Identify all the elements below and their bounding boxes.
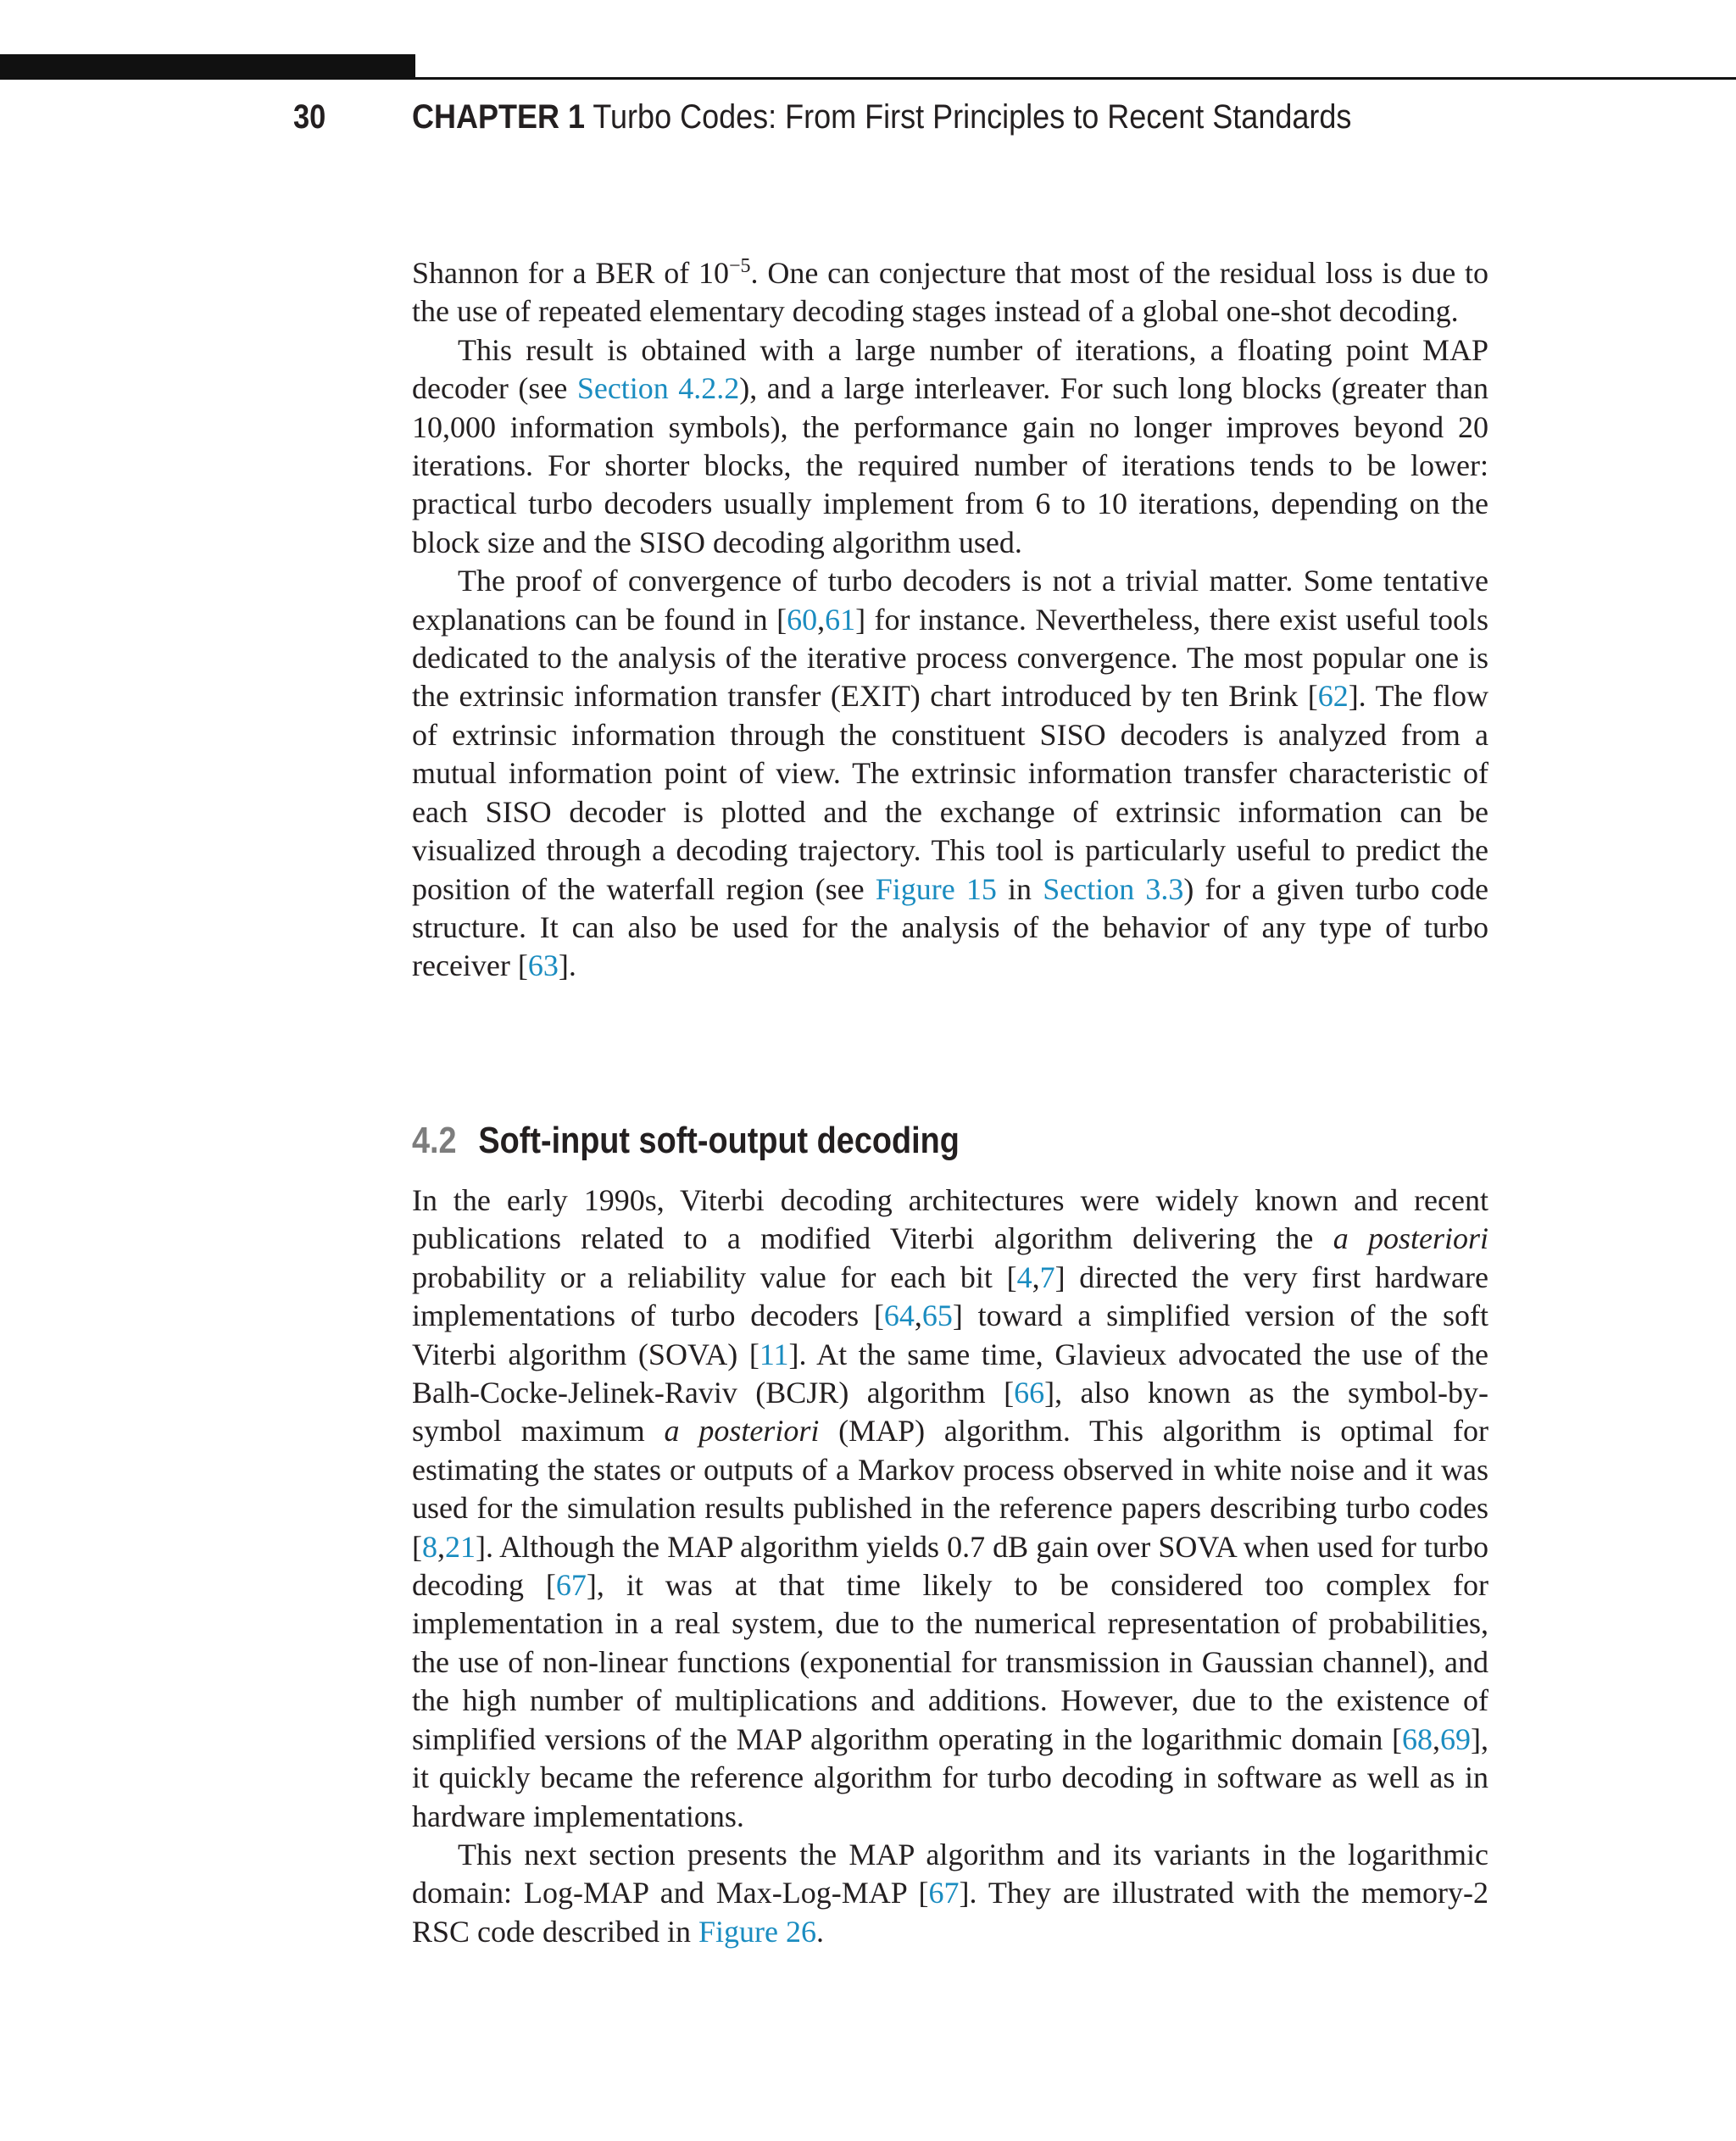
- text-run: (MAP) algorithm. This algorithm is optimal for estimating the states or outputs of a Markov process observed in white noise and it was used for the simulation results published in the reference papers describing turbo codes [: [412, 1414, 1489, 1564]
- text-run: ]. The flow of extrinsic information through the constituent SISO decoders is analyzed from a mutual information point of view. The extrinsic information transfer characteristic of each SISO decoder is plotted and the exchange of extrinsic information can be visualized through a decoding trajectory. This tool is particularly useful to predict the position of the waterfall region (see: [412, 679, 1488, 906]
- citation-link[interactable]: 7: [1039, 1260, 1055, 1294]
- body-text-bottom: [412, 1182, 1488, 1951]
- section-number: 4.2: [412, 1120, 457, 1161]
- separator: ,: [437, 1529, 445, 1564]
- separator: ,: [914, 1299, 922, 1333]
- paragraph-1: [412, 254, 1488, 331]
- chapter-title: Turbo Codes: From First Principles to Recent Standards: [593, 98, 1352, 136]
- text-run: ), and a large interleaver. For such long blocks (greater than 10,000 information symbols), the performance gain no longer improves beyond 20 iterations. For shorter blocks, the required number of iterations tends to be lower: practical turbo decoders usually implement from 6 to 10 iterations, depending on the block size and the SISO decoding algorithm used.: [412, 371, 1488, 559]
- italic-term: a posteriori: [1333, 1221, 1489, 1256]
- text-run: ], it quickly became the reference algorithm for turbo decoding in software as well as in hardware implementations.: [412, 1721, 1488, 1833]
- text-run: ].: [558, 948, 576, 983]
- separator: ,: [817, 602, 826, 637]
- text-run: ] for instance. Nevertheless, there exist useful tools dedicated to the analysis of the iterative process convergence. The most popular one is the extrinsic information transfer (EXIT) chart introduced by ten Brink [: [412, 602, 1488, 714]
- citation-link[interactable]: 65: [921, 1299, 953, 1333]
- citation-link[interactable]: 68: [1402, 1721, 1433, 1756]
- text-run: This next section presents the MAP algorithm and its variants in the logarithmic domain: Log-MAP and Max-Log-MAP [: [412, 1837, 1488, 1910]
- text-run: ]. They are illustrated with the memory-2 RSC code described in: [412, 1876, 1488, 1949]
- text-run: In the early 1990s, Viterbi decoding architectures were widely known and recent publications related to a modified Viterbi algorithm delivering the: [412, 1183, 1488, 1256]
- text-run: The proof of convergence of turbo decoders is not a trivial matter. Some tentative explanations can be found in [: [412, 564, 1488, 637]
- paragraph-5: [412, 1836, 1488, 1951]
- running-head: [0, 92, 1736, 142]
- link-section-4-2-2[interactable]: Section 4.2.2: [576, 371, 740, 406]
- text-run: probability or a reliability value for each bit [: [412, 1260, 1017, 1294]
- text-run: This result is obtained with a large number of iterations, a floating point MAP decoder (see: [412, 332, 1488, 406]
- link-figure-26[interactable]: Figure 26: [698, 1914, 816, 1949]
- chapter-heading: [412, 92, 1351, 142]
- citation-link[interactable]: 67: [555, 1568, 587, 1603]
- section-heading: [412, 1117, 960, 1165]
- citation-link[interactable]: 61: [825, 602, 856, 637]
- citation-link[interactable]: 11: [759, 1337, 789, 1371]
- text-run: . One can conjecture that most of the residual loss is due to the use of repeated elementary decoding stages instead of a global one-shot decoding.: [412, 256, 1488, 329]
- paragraph-2: [412, 331, 1488, 562]
- paragraph-4: [412, 1182, 1488, 1836]
- citation-link[interactable]: 8: [422, 1529, 437, 1564]
- text-run: .: [815, 1914, 824, 1949]
- italic-term: a posteriori: [664, 1414, 820, 1449]
- chapter-label: CHAPTER 1: [412, 98, 586, 136]
- text-run: ]. Although the MAP algorithm yields 0.7 dB gain over SOVA when used for turbo decoding [: [412, 1529, 1488, 1603]
- link-section-3-3[interactable]: Section 3.3: [1043, 871, 1184, 906]
- citation-link[interactable]: 4: [1016, 1260, 1032, 1294]
- text-run: ] toward a simplified version of the soft Viterbi algorithm (SOVA) [: [412, 1299, 1489, 1371]
- citation-link[interactable]: 67: [928, 1876, 960, 1910]
- separator: ,: [1433, 1721, 1440, 1756]
- text-run: ]. At the same time, Glavieux advocated the use of the Balh-Cocke-Jelinek-Raviv (BCJR) algorithm [: [412, 1337, 1488, 1410]
- citation-link[interactable]: 63: [527, 948, 559, 983]
- page-number: 30: [293, 98, 326, 136]
- text-run: ], it was at that time likely to be considered too complex for implementation in a real system, due to the numerical representation of probabilities, the use of non-linear functions (exponential for transmission in Gaussian channel), and the high number of multiplications and additions. However, due to the existence of simplified versions of the MAP algorithm operating in the logarithmic domain [: [412, 1568, 1489, 1756]
- text-run: ], also known as the symbol-by-symbol maximum: [412, 1376, 1489, 1449]
- paragraph-3: [412, 562, 1488, 985]
- text-run: in: [996, 871, 1043, 906]
- text-run: ] directed the very first hardware implementations of turbo decoders [: [412, 1260, 1488, 1333]
- exponent: −5: [729, 254, 751, 277]
- citation-link[interactable]: 64: [883, 1299, 915, 1333]
- header-rule: [415, 77, 1736, 80]
- citation-link[interactable]: 62: [1317, 679, 1349, 714]
- citation-link[interactable]: 60: [787, 602, 818, 637]
- citation-link[interactable]: 21: [445, 1529, 476, 1564]
- body-text-top: [412, 254, 1488, 986]
- text-run: ) for a given turbo code structure. It can also be used for the analysis of the behavior of any type of turbo receiver [: [412, 871, 1488, 983]
- link-figure-15[interactable]: Figure 15: [875, 871, 997, 906]
- section-title: Soft-input soft-output decoding: [478, 1120, 960, 1161]
- citation-link[interactable]: 66: [1014, 1376, 1045, 1410]
- text-run: Shannon for a BER of 10: [412, 256, 729, 290]
- separator: ,: [1032, 1260, 1040, 1294]
- citation-link[interactable]: 69: [1440, 1721, 1471, 1756]
- header-bar: [0, 54, 415, 80]
